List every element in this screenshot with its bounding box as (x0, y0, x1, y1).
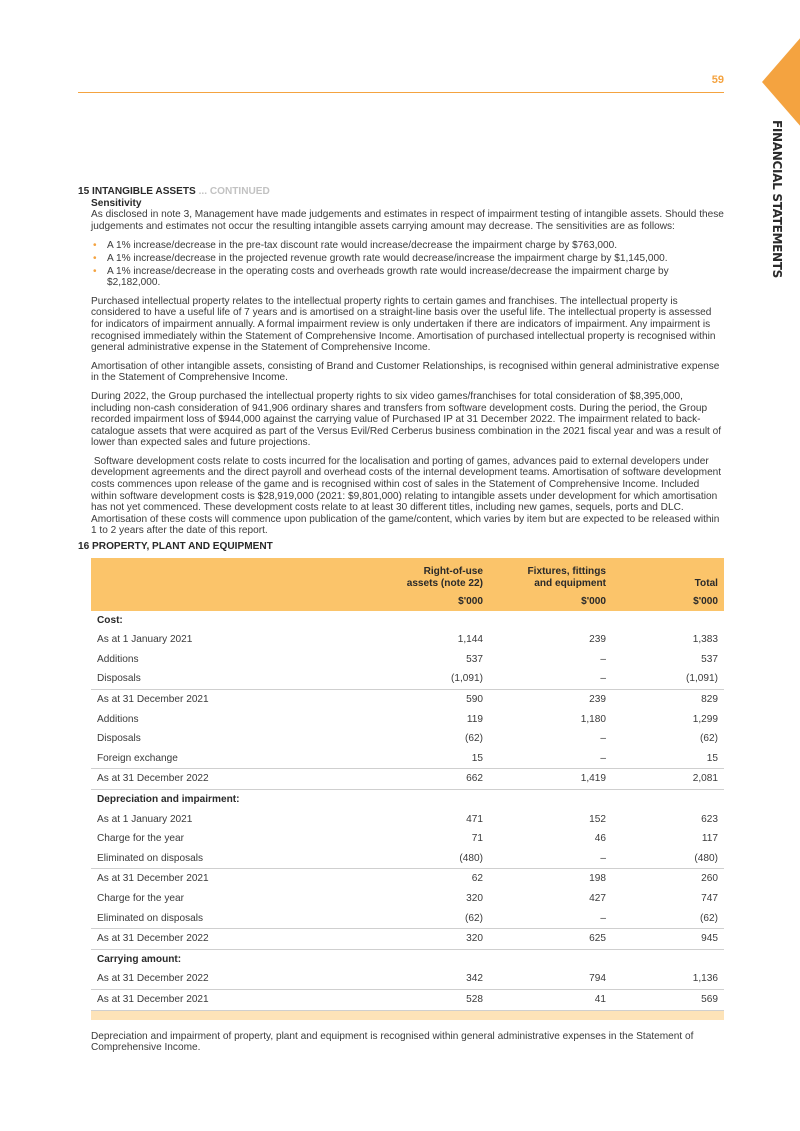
header-label-cell (91, 558, 313, 592)
corner-tab-decoration (762, 36, 800, 128)
sensitivity-heading: Sensitivity (91, 197, 142, 209)
row-label: As at 31 December 2021 (91, 690, 313, 710)
table-row (91, 769, 724, 790)
table-cell (313, 611, 489, 631)
row-label: Disposals (97, 673, 141, 685)
note-15-number: 15 (78, 186, 90, 197)
side-label (762, 119, 792, 279)
table-cell: 625 (489, 929, 612, 950)
table-section-row (91, 611, 724, 631)
page-content (78, 186, 724, 1061)
row-label: Eliminated on disposals (97, 912, 204, 924)
paragraph-ip-purchase-2022: During 2022, the Group purchased the intellectual property rights to six video games/franchises for total consideration of $8,395,000, including non-cash consideration of 941,906 ordinary shares and transfers from software development costs. During the period, the Group recorded impairment loss of $944,000 against the carrying value of Purchased IP at 31 December 2022. The impairment related to back-catalogue assets that were acquired as part of the Versus Evil/Red Cerberus business combination in the 2021 fiscal year and was a result of lower than expected sales and future projections. (91, 390, 722, 449)
table-cell: 152 (589, 813, 606, 825)
table-header-row (91, 558, 724, 592)
row-label: As at 31 December 2022 (91, 929, 313, 950)
page-number: 59 (711, 74, 724, 86)
table-cell: (62) (700, 912, 718, 924)
table-cell (313, 949, 489, 969)
paragraph-other-intangibles: Amortisation of other intangible assets, consisting of Brand and Customer Relationships, is recognised within general administrative expense in the Statement of Comprehensive Income. (91, 360, 720, 384)
unit-label-cell (91, 592, 313, 611)
paragraph-purchased-ip: Purchased intellectual property relates to the intellectual property rights to certain games and franchises. The intellectual property is considered to have a useful life of 7 years and is amortised on a straight-line basis over the useful life. The intellectual property is assessed for indicators of impairment annually. A formal impairment review is only undertaken if there are indicators of impairment. Any impairment is recognised immediately within the Statement of Comprehensive Income. Amortisation of purchased intellectual property is recognised within general administrative expense in the Statement of Comprehensive Income. (91, 295, 716, 354)
table-row (91, 729, 724, 749)
row-label: As at 31 December 2021 (91, 869, 313, 889)
table-cell: 15 (706, 752, 718, 764)
table-row (91, 909, 724, 929)
table-cell: 471 (466, 813, 483, 825)
table-row (91, 889, 724, 909)
table-row (91, 810, 724, 830)
table-cell (612, 789, 724, 809)
table-unit-row (91, 592, 724, 611)
table-cell: 569 (612, 989, 724, 1010)
table-row (91, 929, 724, 950)
sensitivity-intro: As disclosed in note 3, Management have made judgements and estimates in respect of impairment testing of intangible assets. Should these judgements and estimates not occur the resulting intangible assets carrying amount may decrease. The sensitivities are as follows: (91, 209, 724, 232)
table-cell: – (600, 733, 606, 745)
table-cell: 71 (471, 833, 483, 845)
table-cell (489, 789, 612, 809)
list-item: • A 1% increase/decrease in the operating costs and overheads growth rate would increase/decrease the impairment charge by $2,182,000. (91, 266, 724, 289)
table-cell (489, 949, 612, 969)
unit-cell: $'000 (489, 592, 612, 611)
table-cell: 623 (701, 813, 718, 825)
ppe-table-body (91, 611, 724, 1010)
table-row (91, 669, 724, 689)
column-header-total (612, 558, 724, 592)
table-cell: 239 (489, 690, 612, 710)
table-cell: (62) (465, 912, 483, 924)
column-header-line: and equipment (534, 577, 606, 589)
column-header-line: Fixtures, fittings (527, 565, 606, 577)
column-header-fixtures (489, 558, 612, 592)
table-row (91, 849, 724, 869)
paragraph-software-development: Software development costs relate to costs incurred for the localisation and porting of games, advances paid to external developers under development agreements and the direct payroll and overhead costs of the internal development teams. Amortisation of software development costs commences upon release of the game and is recognised within cost of sales in the Statement of Comprehensive Income. Included within software development costs is $28,919,000 (2021: $9,801,000) relating to intangible assets under development for which amortisation has not yet commenced. These development costs relate to at least 30 different titles, including new games, sequels, ports and DLC. Amortisation of these costs will commence upon publication of the game/content, which varies by item but are expected to be released within 1 to 2 years after the date of this report. (91, 455, 724, 537)
table-section-row (91, 949, 724, 969)
table-cell: (1,091) (686, 673, 718, 685)
note-16-number: 16 (78, 541, 90, 553)
column-header-right-of-use (313, 558, 489, 592)
table-cell: (62) (700, 733, 718, 745)
table-row (91, 710, 724, 730)
table-cell: 829 (612, 690, 724, 710)
table-row (91, 749, 724, 769)
header-rule (78, 92, 724, 93)
table-cell: 320 (466, 892, 483, 904)
column-header-line: Total (694, 577, 718, 589)
table-cell: – (600, 852, 606, 864)
column-header-line: assets (note 22) (406, 577, 483, 589)
closing-paragraph: Depreciation and impairment of property, plant and equipment is recognised within general administrative expenses in the Statement of Comprehensive Income. (91, 1030, 694, 1054)
table-cell: (480) (694, 852, 718, 864)
note-16-heading (78, 541, 724, 553)
table-cell: 662 (313, 769, 489, 790)
row-label: As at 1 January 2021 (97, 634, 193, 646)
table-cell: 1,136 (692, 973, 718, 985)
table-cell: 794 (589, 973, 606, 985)
table-cell: 15 (471, 752, 483, 764)
table-cell: 342 (466, 973, 483, 985)
side-label-text: FINANCIAL STATEMENTS (770, 119, 785, 279)
table-cell: – (600, 673, 606, 685)
table-cell: 260 (612, 869, 724, 889)
table-cell: 198 (489, 869, 612, 889)
row-label: As at 31 December 2021 (91, 989, 313, 1010)
row-label: Cost: (97, 614, 123, 626)
table-cell: 528 (313, 989, 489, 1010)
list-item: • A 1% increase/decrease in the projected revenue growth rate would decrease/increase the impairment charge by $1,145,000. (91, 253, 724, 265)
table-cell: – (600, 912, 606, 924)
table-cell: 320 (313, 929, 489, 950)
note-15-title: INTANGIBLE ASSETS (92, 186, 196, 197)
table-cell: 1,383 (692, 634, 718, 646)
table-footer-bar (91, 1010, 724, 1020)
row-label: As at 31 December 2022 (97, 973, 209, 985)
table-cell: 1,299 (692, 713, 718, 725)
note-15-body (78, 198, 724, 537)
row-label: As at 31 December 2022 (91, 769, 313, 790)
row-label: Eliminated on disposals (97, 852, 204, 864)
ppe-table (91, 558, 724, 1020)
table-cell: 117 (701, 833, 718, 845)
row-label: Additions (97, 653, 139, 665)
unit-cell: $'000 (612, 592, 724, 611)
table-cell: (480) (459, 852, 483, 864)
table-cell: 945 (612, 929, 724, 950)
row-label: Charge for the year (97, 892, 184, 904)
table-row (91, 650, 724, 670)
note-15-heading (78, 186, 724, 198)
note-16-title: PROPERTY, PLANT AND EQUIPMENT (92, 541, 273, 553)
footer-bar-cell (91, 1010, 724, 1020)
table-row (91, 969, 724, 989)
table-row (91, 989, 724, 1010)
table-cell: 119 (466, 713, 483, 725)
row-label: As at 1 January 2021 (97, 813, 193, 825)
table-row (91, 829, 724, 849)
table-cell: 537 (701, 653, 718, 665)
table-row (91, 630, 724, 650)
table-cell: 1,144 (457, 634, 483, 646)
table-cell: 2,081 (612, 769, 724, 790)
table-row (91, 869, 724, 889)
table-cell: 41 (489, 989, 612, 1010)
table-cell (612, 949, 724, 969)
table-cell: 427 (589, 892, 606, 904)
note-15-continued: ... CONTINUED (198, 186, 270, 197)
column-header-line: Right-of-use (423, 565, 483, 577)
table-cell (489, 611, 612, 631)
table-cell: 1,180 (580, 713, 606, 725)
row-label: Additions (97, 713, 139, 725)
row-label: Foreign exchange (97, 752, 178, 764)
list-item: • A 1% increase/decrease in the pre-tax discount rate would increase/decrease the impairment charge by $763,000. (91, 240, 724, 252)
table-section-row (91, 789, 724, 809)
table-cell: 239 (589, 634, 606, 646)
table-row (91, 690, 724, 710)
table-cell: 1,419 (489, 769, 612, 790)
table-cell: 537 (466, 653, 483, 665)
table-cell: – (600, 653, 606, 665)
row-label: Depreciation and impairment: (91, 789, 313, 809)
table-cell (313, 789, 489, 809)
table-cell: 62 (313, 869, 489, 889)
table-cell (612, 611, 724, 631)
table-cell: 747 (701, 892, 718, 904)
table-cell: (62) (465, 733, 483, 745)
row-label: Charge for the year (97, 833, 184, 845)
table-cell: 590 (313, 690, 489, 710)
sensitivity-list (91, 240, 724, 288)
table-cell: 46 (594, 833, 606, 845)
table-cell: (1,091) (451, 673, 483, 685)
row-label: Carrying amount: (91, 949, 313, 969)
unit-cell: $'000 (313, 592, 489, 611)
row-label: Disposals (97, 733, 141, 745)
table-cell: – (600, 752, 606, 764)
